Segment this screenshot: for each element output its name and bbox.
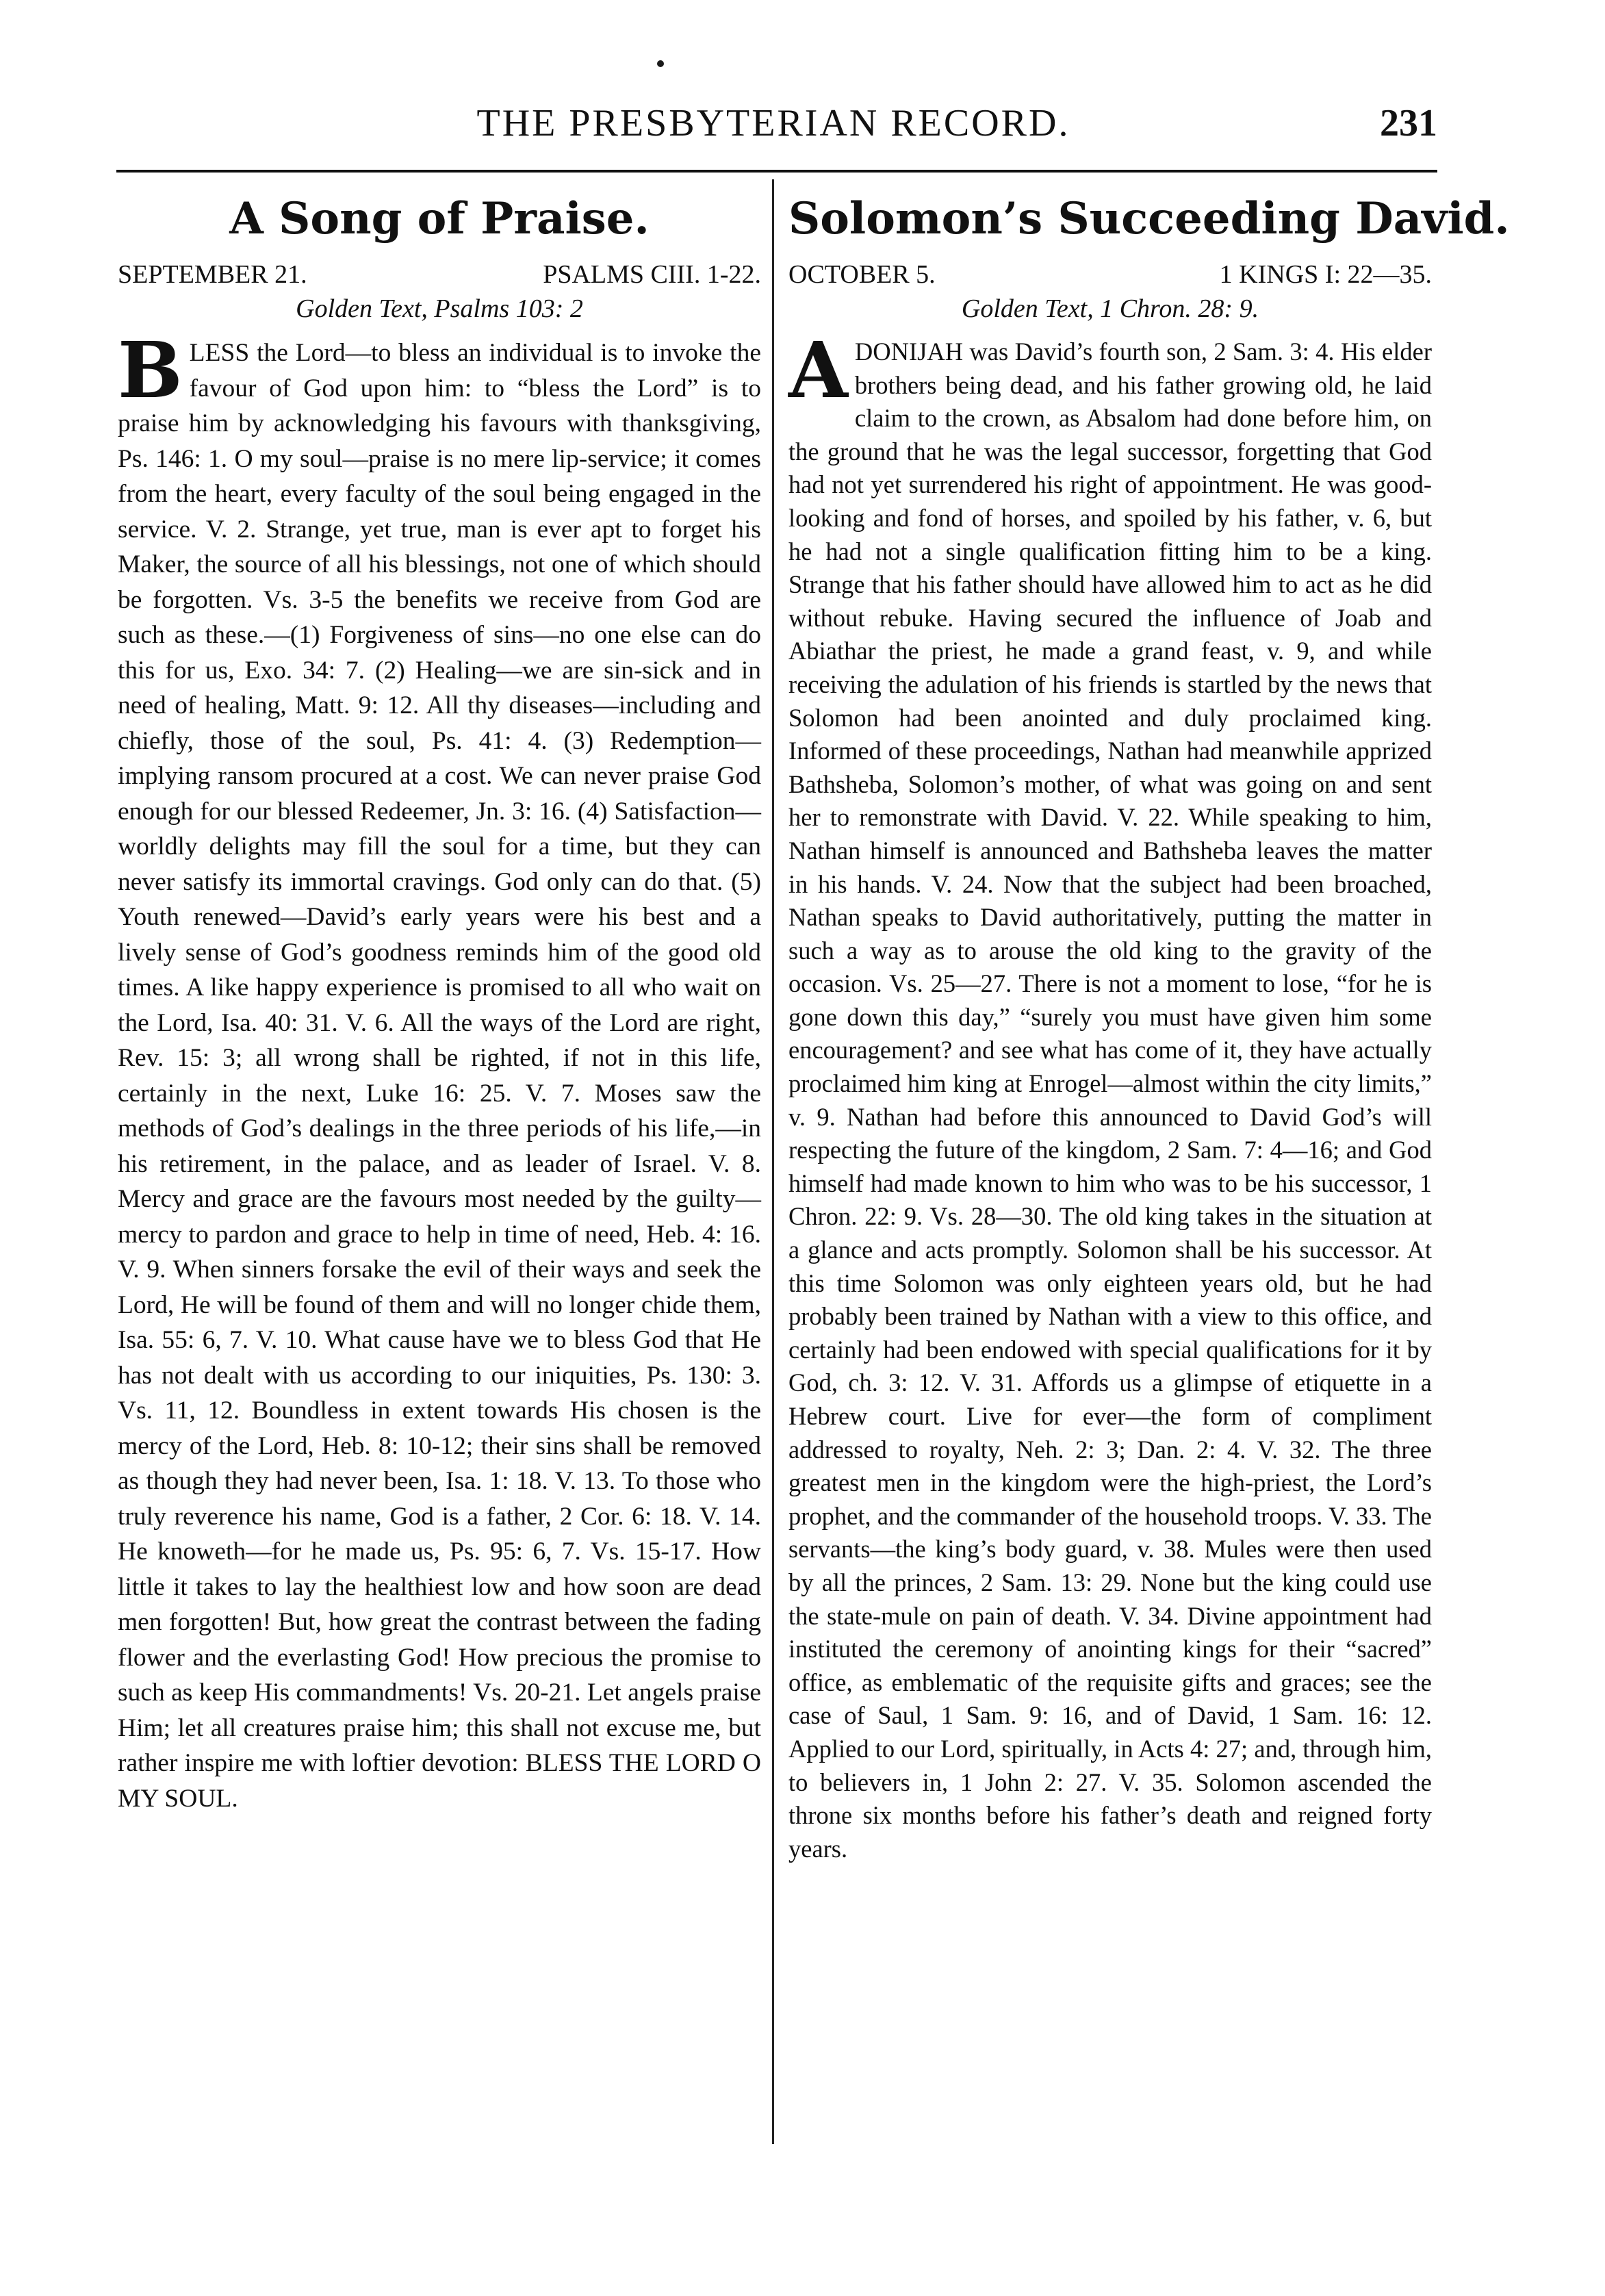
running-head	[110, 96, 1437, 151]
drop-cap-right: A	[788, 326, 848, 416]
lesson-date-right: OCTOBER 5.	[788, 260, 936, 289]
header-rule	[116, 170, 1437, 173]
golden-text-right: Golden Text, 1 Chron. 28: 9.	[961, 294, 1259, 323]
lesson-body-right	[788, 326, 1432, 1865]
lesson-title-left: A Song of Praise.	[229, 193, 650, 244]
lesson-passage-left: PSALMS CIII. 1-22.	[543, 260, 761, 289]
journal-title: THE PRESBYTERIAN RECORD.	[476, 102, 1070, 144]
lesson-text-right: DONIJAH was David’s fourth son, 2 Sam. 3: 4. His elder brothers being dead, and his father growing old, he laid claim to the crown, as Absalom had done before him, on the ground that he was the legal successor, forgetting that God had not yet surrendered his right of appointment. He was good-looking and fond of horses, and spoiled by his father, v. 6, but he had not a single qualification fitting him to be a king. Strange that his father should have allowed him to act as he did without rebuke. Having secured the influence of Joab and Abiathar the priest, he made a grand feast, v. 9, and while receiving the adulation of his friends is startled by the news that Solomon had been anointed and duly proclaimed king. Informed of these proceedings, Nathan had meanwhile apprized Bathsheba, Solomon’s mother, of what was going on and sent her to remonstrate with David. V. 22. While speaking to him, Nathan himself is announced and Bathsheba leaves the matter in his hands. V. 24. Now that the subject had been broached, Nathan speaks to David authoritatively, putting the matter in such a way as to arouse the old king to the gravity of the occasion. Vs. 25—27. There is not a moment to lose, “for he is gone down this day,” “surely you must have given him some encouragement? and see what has come of it, they have actually proclaimed him king at Enrogel—almost within the city limits,” v. 9. Nathan had before this announced to David God’s will respecting the future of the kingdom, 2 Sam. 7: 4—16; and God himself had made known to him who was to be his successor, 1 Chron. 22: 9. Vs. 28—30. The old king takes in the situation at a glance and acts promptly. Solomon shall be his successor. At this time Solomon was only eighteen years old, but he had probably been trained by Nathan with a view to this office, and certainly had been endowed with special qualifications for it by God, ch. 3: 12. V. 31. Affords us a glimpse of etiquette in a Hebrew court. Live for ever—the form of compliment addressed to royalty, Neh. 2: 3; Dan. 2: 4. V. 32. The three greatest men in the kingdom were the high-priest, the Lord’s prophet, and the commander of the household troops. V. 33. The servants—the king’s body guard, v. 38. Mules were then used by all the princes, 2 Sam. 13: 29. None but the king could use the state-mule on pain of death. V. 34. Divine appointment had instituted the ceremony of anointing kings for their “sacred” office, as emblematic of the requisite gifts and graces; see the case of Saul, 1 Sam. 9: 16, and of David, 1 Sam. 16: 12. Applied to our Lord, spiritually, in Acts 4: 27; and, through him, to believers in, 1 John 2: 27. V. 35. Solomon ascended the throne six months before his father’s death and reigned forty years.	[788, 337, 1432, 1863]
left-column	[118, 185, 761, 1816]
lesson-passage-right: 1 KINGS I: 22—35.	[1219, 260, 1432, 289]
lesson-date-left: SEPTEMBER 21.	[118, 260, 307, 289]
page-number: 231	[1380, 102, 1437, 144]
column-divider	[772, 179, 774, 2144]
golden-text-left: Golden Text, Psalms 103: 2	[296, 294, 583, 323]
lesson-title-right: Solomon’s Succeeding David.	[788, 193, 1510, 244]
lesson-body-left	[118, 326, 761, 1816]
lesson-reference-right	[788, 257, 1432, 292]
right-column	[788, 185, 1510, 1865]
drop-cap-left: B	[118, 326, 183, 416]
ink-dot	[657, 60, 664, 67]
lesson-text-left: LESS the Lord—to bless an individual is to invoke the favour of God upon him: to “bless the Lord” is to praise him by acknowledging his favours with thanksgiving, Ps. 146: 1. O my soul—praise is no mere lip-service; it comes from the heart, every faculty of the soul being engaged in the service. V. 2. Strange, yet true, man is ever apt to forget his Maker, the source of all his blessings, not one of which should be forgotten. Vs. 3-5 the benefits we receive from God are such as these.—(1) Forgiveness of sins—no one else can do this for us, Exo. 34: 7. (2) Healing—we are sin-sick and in need of healing, Matt. 9: 12. All thy diseases—including and chiefly, those of the soul, Ps. 41: 4. (3) Redemption—implying ransom procured at a cost. We can never praise God enough for our blessed Redeemer, Jn. 3: 16. (4) Satisfaction—worldly delights may fill the soul for a time, but they can never satisfy its immortal cravings. God only can do that. (5) Youth renewed—David’s early years were his best and a lively sense of God’s goodness reminds him of the good old times. A like happy experience is promised to all who wait on the Lord, Isa. 40: 31. V. 6. All the ways of the Lord are right, Rev. 15: 3; all wrong shall be righted, if not in this life, certainly in the next, Luke 16: 25. V. 7. Moses saw the methods of God’s dealings in the three periods of his life,—in his retirement, in the palace, and as leader of Israel. V. 8. Mercy and grace are the favours most needed by the guilty—mercy to pardon and grace to help in time of need, Heb. 4: 16. V. 9. When sinners forsake the evil of their ways and seek the Lord, He will be found of them and will no longer chide them, Isa. 55: 6, 7. V. 10. What cause have we to bless God that He has not dealt with us according to our iniquities, Ps. 130: 3. Vs. 11, 12. Boundless in extent towards His chosen is the mercy of the Lord, Heb. 8: 10-12; their sins shall be removed as though they had never been, Isa. 1: 18. V. 13. To those who truly reverence his name, God is a father, 2 Cor. 6: 18. V. 14. He knoweth—for he made us, Ps. 95: 6, 7. Vs. 15-17. How little it takes to lay the healthiest low and how soon are dead men forgotten! But, how great the contrast between the fading flower and the everlasting God! How precious the promise to such as keep His commandments! Vs. 20-21. Let angels praise Him; let all creatures praise him; this shall not excuse me, but rather inspire me with loftier devotion: BLESS THE LORD O MY SOUL.	[118, 339, 761, 1813]
lesson-reference-left	[118, 257, 761, 292]
